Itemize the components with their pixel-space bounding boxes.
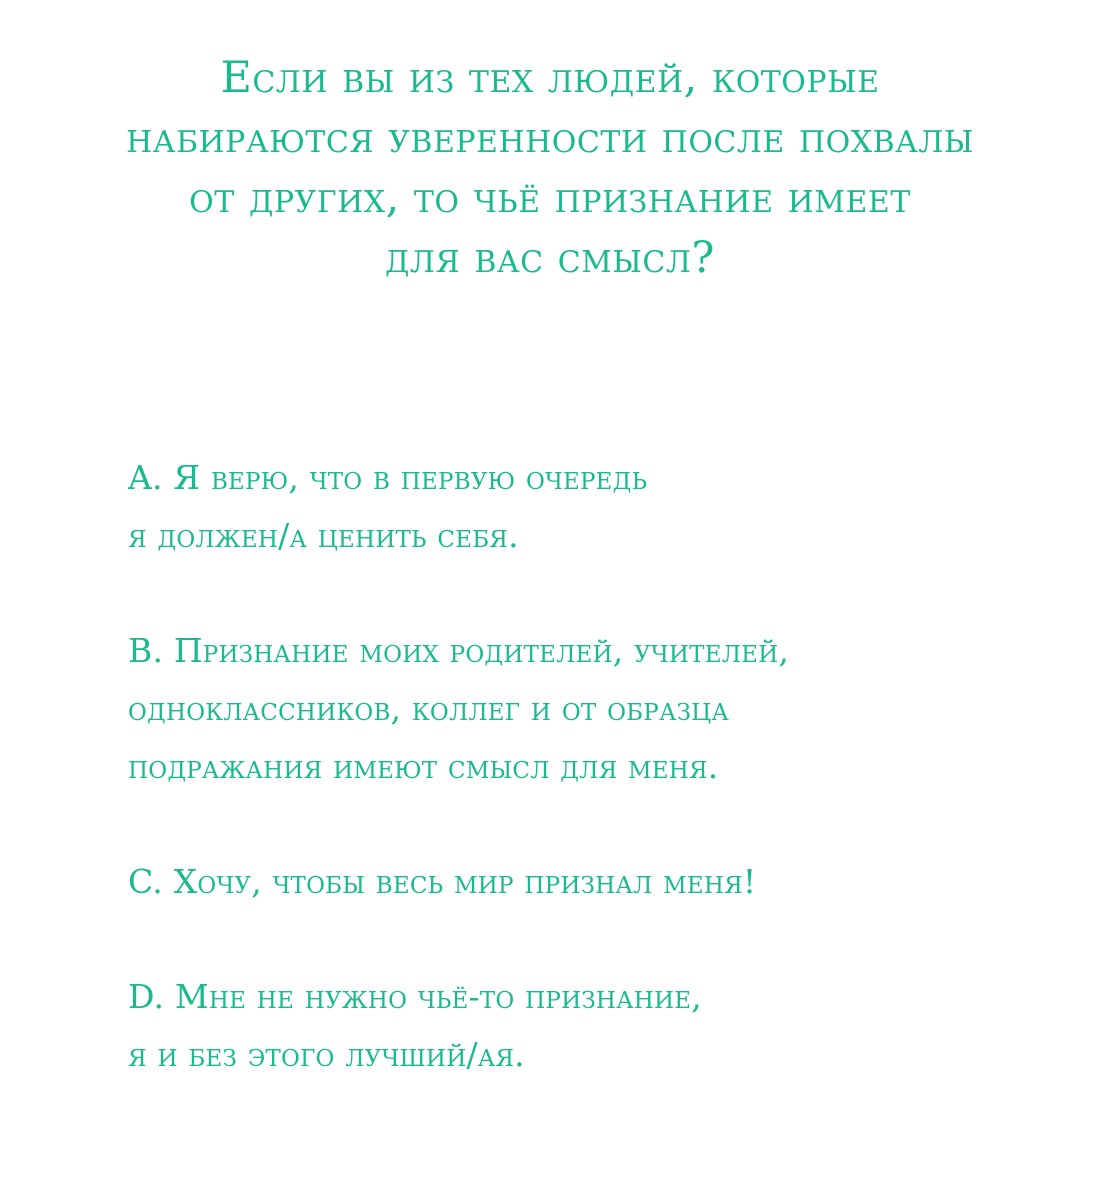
option-a[interactable] — [128, 449, 1068, 565]
option-a-line: A. Я верю, что в первую очередь — [128, 458, 648, 497]
option-a-line: я должен/а ценить себя. — [128, 516, 519, 555]
option-d-line: я и без этого лучший/ая. — [128, 1035, 525, 1074]
question-text — [50, 48, 1050, 288]
option-d-line: D. Мне не нужно чьё-то признание, — [128, 977, 702, 1016]
option-b-line: одноклассников, коллег и от образца — [128, 689, 729, 728]
option-d[interactable] — [128, 968, 1068, 1084]
question-line: набираются уверенности после похвалы — [126, 113, 974, 163]
option-b[interactable] — [128, 622, 1068, 796]
question-line: от других, то чьё признание имеет — [189, 173, 911, 223]
option-b-line: подражания имеют смысл для меня. — [128, 747, 719, 786]
option-c-line: C. Хочу, чтобы весь мир признал меня! — [128, 862, 757, 901]
question-line: Если вы из тех людей, которые — [220, 53, 880, 103]
answer-options — [128, 449, 1068, 1084]
option-b-line: B. Признание моих родителей, учителей, — [128, 631, 790, 670]
question-line: для вас смысл? — [385, 233, 715, 283]
option-c[interactable] — [128, 853, 1068, 911]
